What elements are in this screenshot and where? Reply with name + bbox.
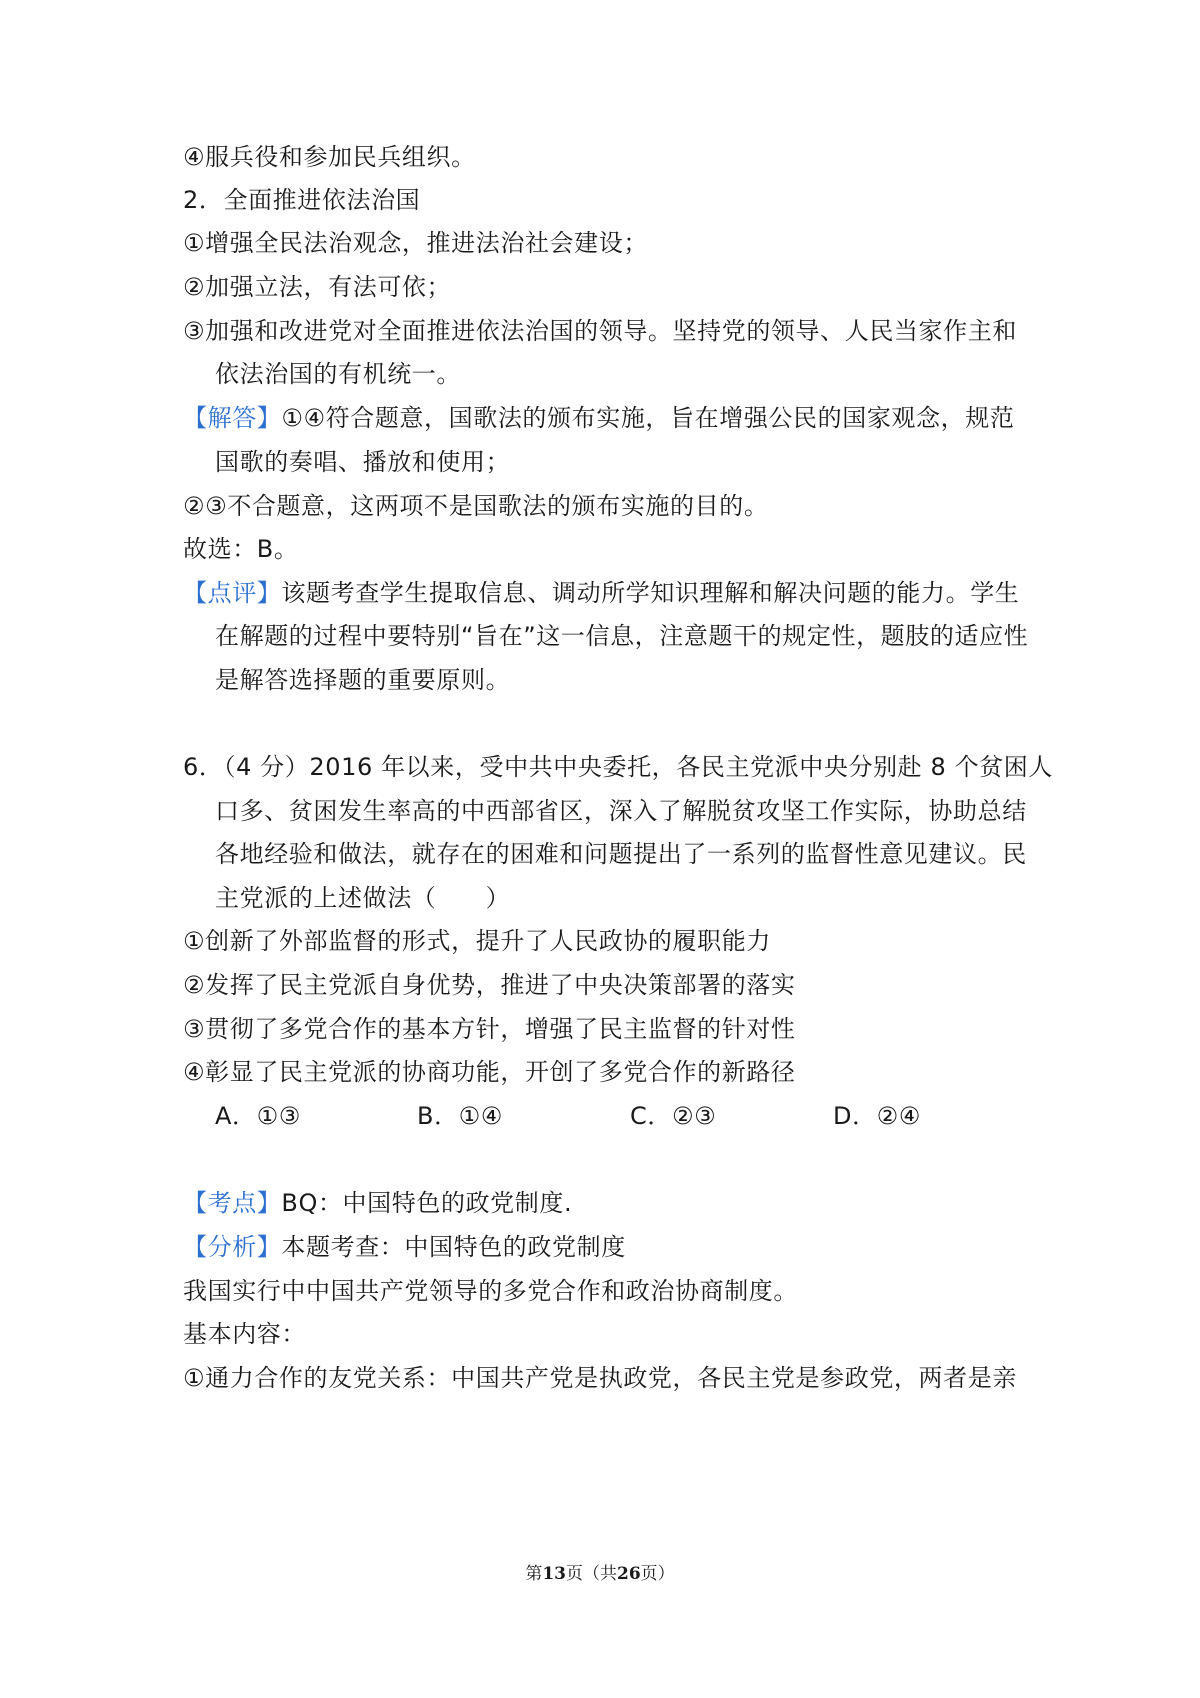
text-line-military-service: ④服兵役和参加民兵组织。	[183, 143, 476, 171]
statement-4: ④彰显了民主党派的协商功能，开创了多党合作的新路径	[183, 1058, 796, 1086]
comment-tag: 【点评】	[183, 579, 282, 607]
footer-total-pages: 26	[617, 1564, 641, 1584]
question-6-stem-4: 主党派的上述做法（ ）	[215, 884, 511, 912]
knowledge-point-tag: 【考点】	[183, 1189, 282, 1217]
footer-current-page: 13	[542, 1564, 566, 1584]
page-footer	[0, 1562, 1200, 1586]
comment-line-2: 在解题的过程中要特别“旨在”这一信息，注意题干的规定性，题肢的适应性	[215, 622, 1029, 650]
analysis-tag: 【分析】	[183, 1233, 282, 1261]
question-6-stem-2: 口多、贫困发生率高的中西部省区，深入了解脱贫攻坚工作实际，协助总结	[215, 797, 1027, 825]
answer-tag: 【解答】	[183, 404, 282, 432]
analysis-line	[183, 1232, 1033, 1262]
option-c: C．②③	[630, 1102, 717, 1130]
option-b: B．①④	[417, 1102, 503, 1130]
knowledge-point-line	[183, 1188, 1033, 1218]
footer-middle: 页（共	[566, 1564, 617, 1584]
text-line-rule-of-law-3a: ③加强和改进党对全面推进依法治国的领导。坚持党的领导、人民当家作主和	[183, 317, 1017, 345]
comment-line-3: 是解答选择题的重要原则。	[215, 666, 511, 694]
question-6-stem-1: 6．（4 分）2016 年以来，受中共中央委托，各民主党派中央分别赴 8 个贫困人	[183, 753, 1053, 781]
option-a: A．①③	[215, 1102, 301, 1130]
answer-line-3: ②③不合题意，这两项不是国歌法的颁布实施的目的。	[183, 492, 769, 520]
answer-line-2: 国歌的奏唱、播放和使用；	[215, 448, 511, 476]
analysis-basic-content-line: 基本内容：	[183, 1320, 306, 1348]
analysis-system-line: 我国实行中中国共产党领导的多党合作和政治协商制度。	[183, 1277, 798, 1305]
text-line-rule-of-law-3b: 依法治国的有机统一。	[215, 360, 461, 388]
statement-3: ③贯彻了多党合作的基本方针，增强了民主监督的针对性	[183, 1015, 796, 1043]
answer-line-1	[183, 403, 1033, 433]
analysis-text: 本题考查：中国特色的政党制度	[281, 1233, 626, 1261]
text-line-rule-of-law-2: ②加强立法，有法可依；	[183, 273, 452, 301]
comment-line-1	[183, 578, 1033, 608]
comment-text-1: 该题考查学生提取信息、调动所学知识理解和解决问题的能力。学生	[281, 579, 1020, 607]
analysis-relation-line: ①通力合作的友党关系：中国共产党是执政党，各民主党是参政党，两者是亲	[183, 1364, 1017, 1392]
option-d: D．②④	[833, 1102, 921, 1130]
answer-choice: 故选：B。	[183, 535, 299, 563]
statement-1: ①创新了外部监督的形式，提升了人民政协的履职能力	[183, 927, 771, 955]
answer-text-1: ①④符合题意，国歌法的颁布实施，旨在增强公民的国家观念，规范	[281, 404, 1015, 432]
heading-rule-of-law: 2．全面推进依法治国	[183, 186, 421, 214]
footer-suffix: 页）	[640, 1564, 675, 1584]
question-6-stem-3: 各地经验和做法，就存在的困难和问题提出了一系列的监督性意见建议。民	[215, 840, 1027, 868]
knowledge-point-text: BQ：中国特色的政党制度.	[281, 1189, 573, 1217]
statement-2: ②发挥了民主党派自身优势，推进了中央决策部署的落实	[183, 971, 796, 999]
text-line-rule-of-law-1: ①增强全民法治观念，推进法治社会建设；	[183, 229, 648, 257]
footer-prefix: 第	[525, 1564, 543, 1584]
